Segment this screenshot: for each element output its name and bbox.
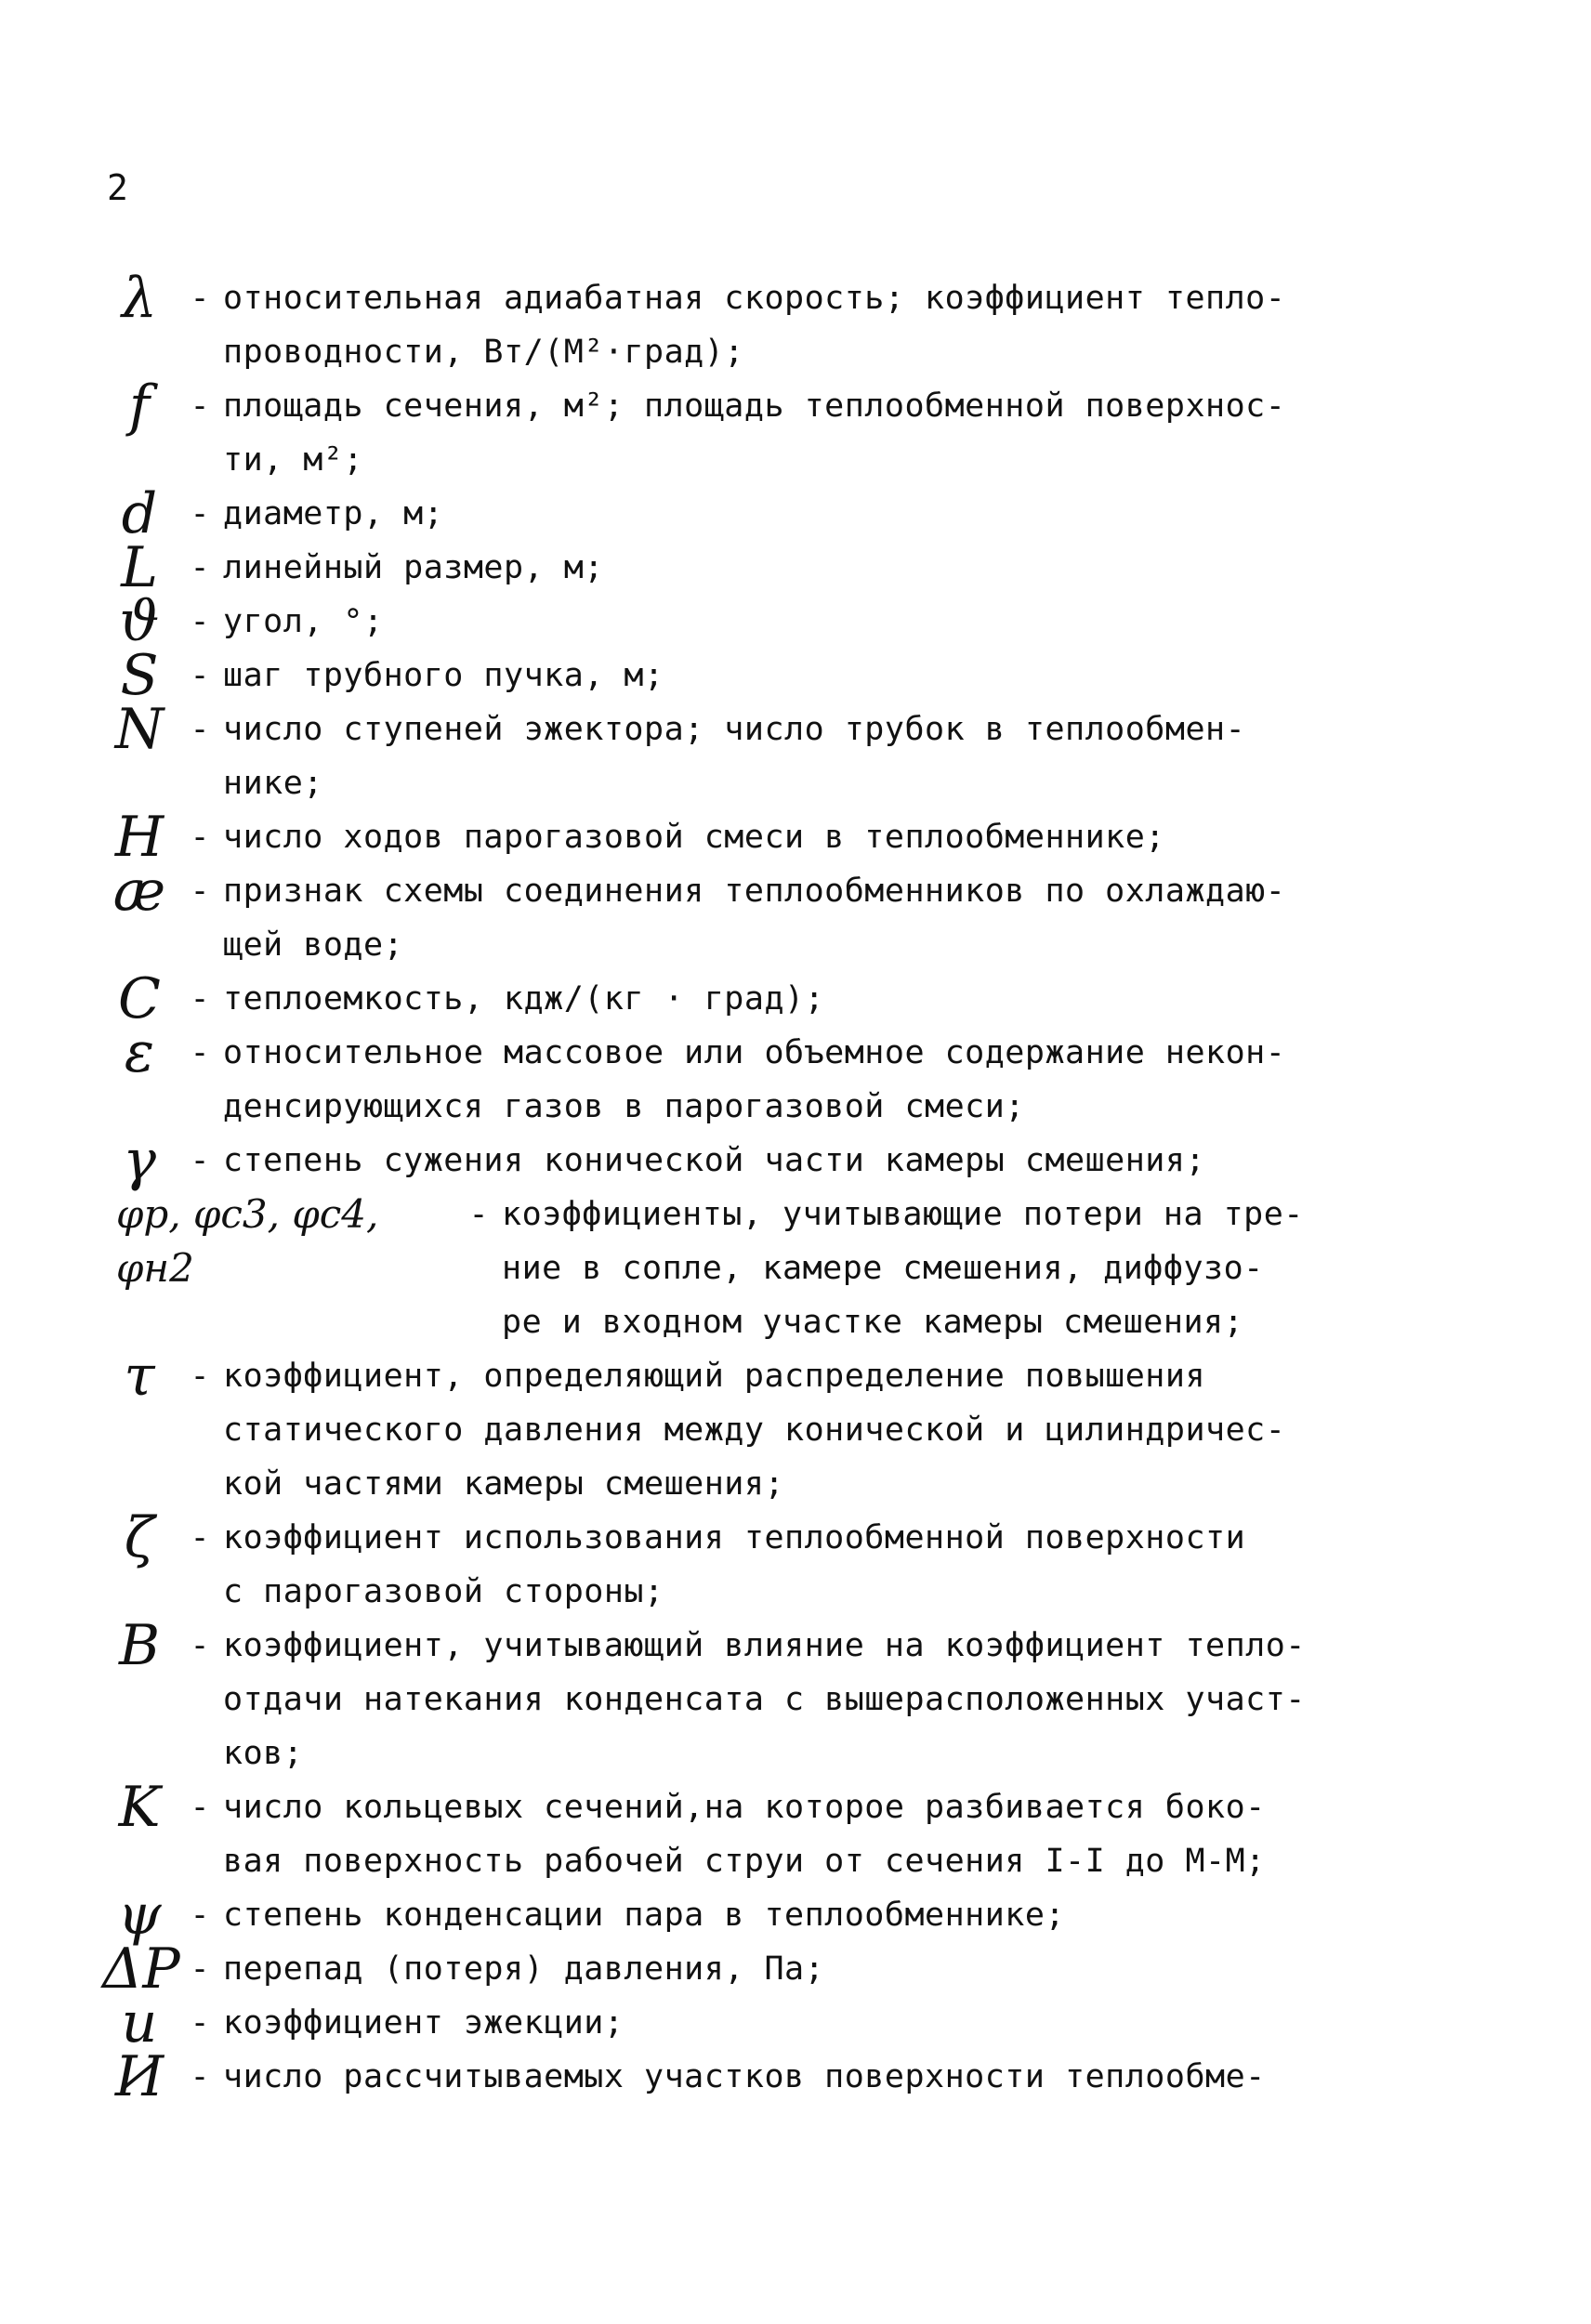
definition: число кольцевых сечений,на которое разбивается боко- вая поверхность рабочей струи от сечения I-I до M-M; bbox=[223, 1789, 1266, 1880]
definition: линейный размер, м; bbox=[223, 549, 604, 586]
definition: коэффициент, определяющий распределение повышения статического давления между конической и цилиндричес- кой частями камеры смешения; bbox=[223, 1358, 1286, 1503]
dash: - bbox=[190, 1950, 210, 1988]
definition: число ходов парогазовой смеси в теплообменнике; bbox=[223, 819, 1165, 856]
definition: число ступеней эжектора; число трубок в теплообмен- нике; bbox=[223, 711, 1246, 802]
symbol: И bbox=[114, 2044, 164, 2109]
definition: коэффициенты, учитывающие потери на тре- ние в сопле, камере смешения, диффузо- ре и входном участке камеры смешения; bbox=[502, 1196, 1304, 1341]
entry-l bbox=[0, 535, 1591, 600]
dash: - bbox=[468, 1196, 489, 1233]
symbol: ΔP bbox=[102, 1937, 180, 2002]
entry-n bbox=[0, 697, 1591, 810]
definition: коэффициент, учитывающий влияние на коэффициент тепло- отдачи натекания конденсата с вышерасположенных участ- ков; bbox=[223, 1627, 1306, 1772]
entry-zeta bbox=[0, 1505, 1591, 1619]
symbol: S bbox=[120, 643, 159, 708]
definition: шаг трубного пучка, м; bbox=[223, 657, 664, 694]
dash: - bbox=[190, 1627, 210, 1664]
symbol: ψ bbox=[117, 1883, 162, 1948]
dash: - bbox=[190, 2004, 210, 2042]
dash: - bbox=[190, 280, 210, 317]
symbol: H bbox=[114, 805, 164, 870]
dash: - bbox=[190, 657, 210, 694]
symbol: æ bbox=[112, 859, 166, 924]
entry-lambda bbox=[0, 266, 1591, 379]
dash: - bbox=[190, 819, 210, 856]
dash: - bbox=[190, 1897, 210, 1934]
entry-delta-p bbox=[0, 1937, 1591, 2002]
symbol: λ bbox=[121, 266, 158, 331]
symbol: ζ bbox=[124, 1505, 155, 1570]
definition: диаметр, м; bbox=[223, 495, 444, 532]
dash: - bbox=[190, 1519, 210, 1556]
symbol: K bbox=[118, 1775, 161, 1840]
dash: - bbox=[190, 1034, 210, 1071]
symbol: φр, φс3, φс4, φн2 bbox=[116, 1191, 379, 1291]
entry-c bbox=[0, 966, 1591, 1031]
dash: - bbox=[190, 711, 210, 748]
dash: - bbox=[190, 1142, 210, 1179]
entry-ae bbox=[0, 859, 1591, 972]
dash: - bbox=[190, 873, 210, 910]
dash: - bbox=[190, 549, 210, 586]
entry-i bbox=[0, 2044, 1591, 2109]
entry-s bbox=[0, 643, 1591, 708]
definition: теплоемкость, кдж/(кг · град); bbox=[223, 980, 825, 1018]
symbol: B bbox=[118, 1613, 161, 1678]
symbol: N bbox=[114, 697, 164, 762]
definition: угол, °; bbox=[223, 603, 384, 640]
symbol: ε bbox=[124, 1020, 155, 1085]
dash: - bbox=[190, 495, 210, 532]
definition: степень сужения конической части камеры смешения; bbox=[223, 1142, 1206, 1179]
symbol: τ bbox=[124, 1344, 155, 1409]
dash: - bbox=[190, 1358, 210, 1395]
entry-k bbox=[0, 1775, 1591, 1888]
entry-phi bbox=[0, 1188, 1591, 1349]
entry-u bbox=[0, 1990, 1591, 2055]
entry-tau bbox=[0, 1344, 1591, 1511]
definition: коэффициент эжекции; bbox=[223, 2004, 625, 2042]
symbol-list bbox=[0, 266, 1591, 2109]
symbol: f bbox=[128, 374, 151, 439]
definition: коэффициент использования теплообменной поверхности с парогазовой стороны; bbox=[223, 1519, 1246, 1610]
entry-psi bbox=[0, 1883, 1591, 1948]
symbol: γ bbox=[123, 1128, 156, 1193]
definition: относительная адиабатная скорость; коэффициент тепло- проводности, Вт/(М²·град); bbox=[223, 280, 1286, 371]
dash: - bbox=[190, 387, 210, 425]
entry-h bbox=[0, 805, 1591, 870]
entry-f bbox=[0, 374, 1591, 487]
symbol: L bbox=[121, 535, 158, 600]
entry-gamma bbox=[0, 1128, 1591, 1193]
dash: - bbox=[190, 2058, 210, 2095]
dash: - bbox=[190, 1789, 210, 1826]
definition: степень конденсации пара в теплообменнике; bbox=[223, 1897, 1066, 1934]
page-number: 2 bbox=[107, 167, 128, 208]
symbol: C bbox=[118, 966, 161, 1031]
entry-d bbox=[0, 481, 1591, 546]
symbol: d bbox=[121, 481, 158, 546]
symbol: u bbox=[121, 1990, 158, 2055]
dash: - bbox=[190, 603, 210, 640]
entry-epsilon bbox=[0, 1020, 1591, 1134]
entry-theta bbox=[0, 589, 1591, 654]
symbol: ϑ bbox=[119, 589, 160, 654]
definition: признак схемы соединения теплообменников по охлаждаю- щей воде; bbox=[223, 873, 1286, 964]
definition: относительное массовое или объемное содержание некон- денсирующихся газов в парогазовой смеси; bbox=[223, 1034, 1286, 1125]
dash: - bbox=[190, 980, 210, 1018]
definition: площадь сечения, м²; площадь теплообменной поверхнос- ти, м²; bbox=[223, 387, 1286, 479]
definition: число рассчитываемых участков поверхности теплообме- bbox=[223, 2058, 1266, 2095]
entry-b bbox=[0, 1613, 1591, 1780]
definition: перепад (потеря) давления, Па; bbox=[223, 1950, 825, 1988]
